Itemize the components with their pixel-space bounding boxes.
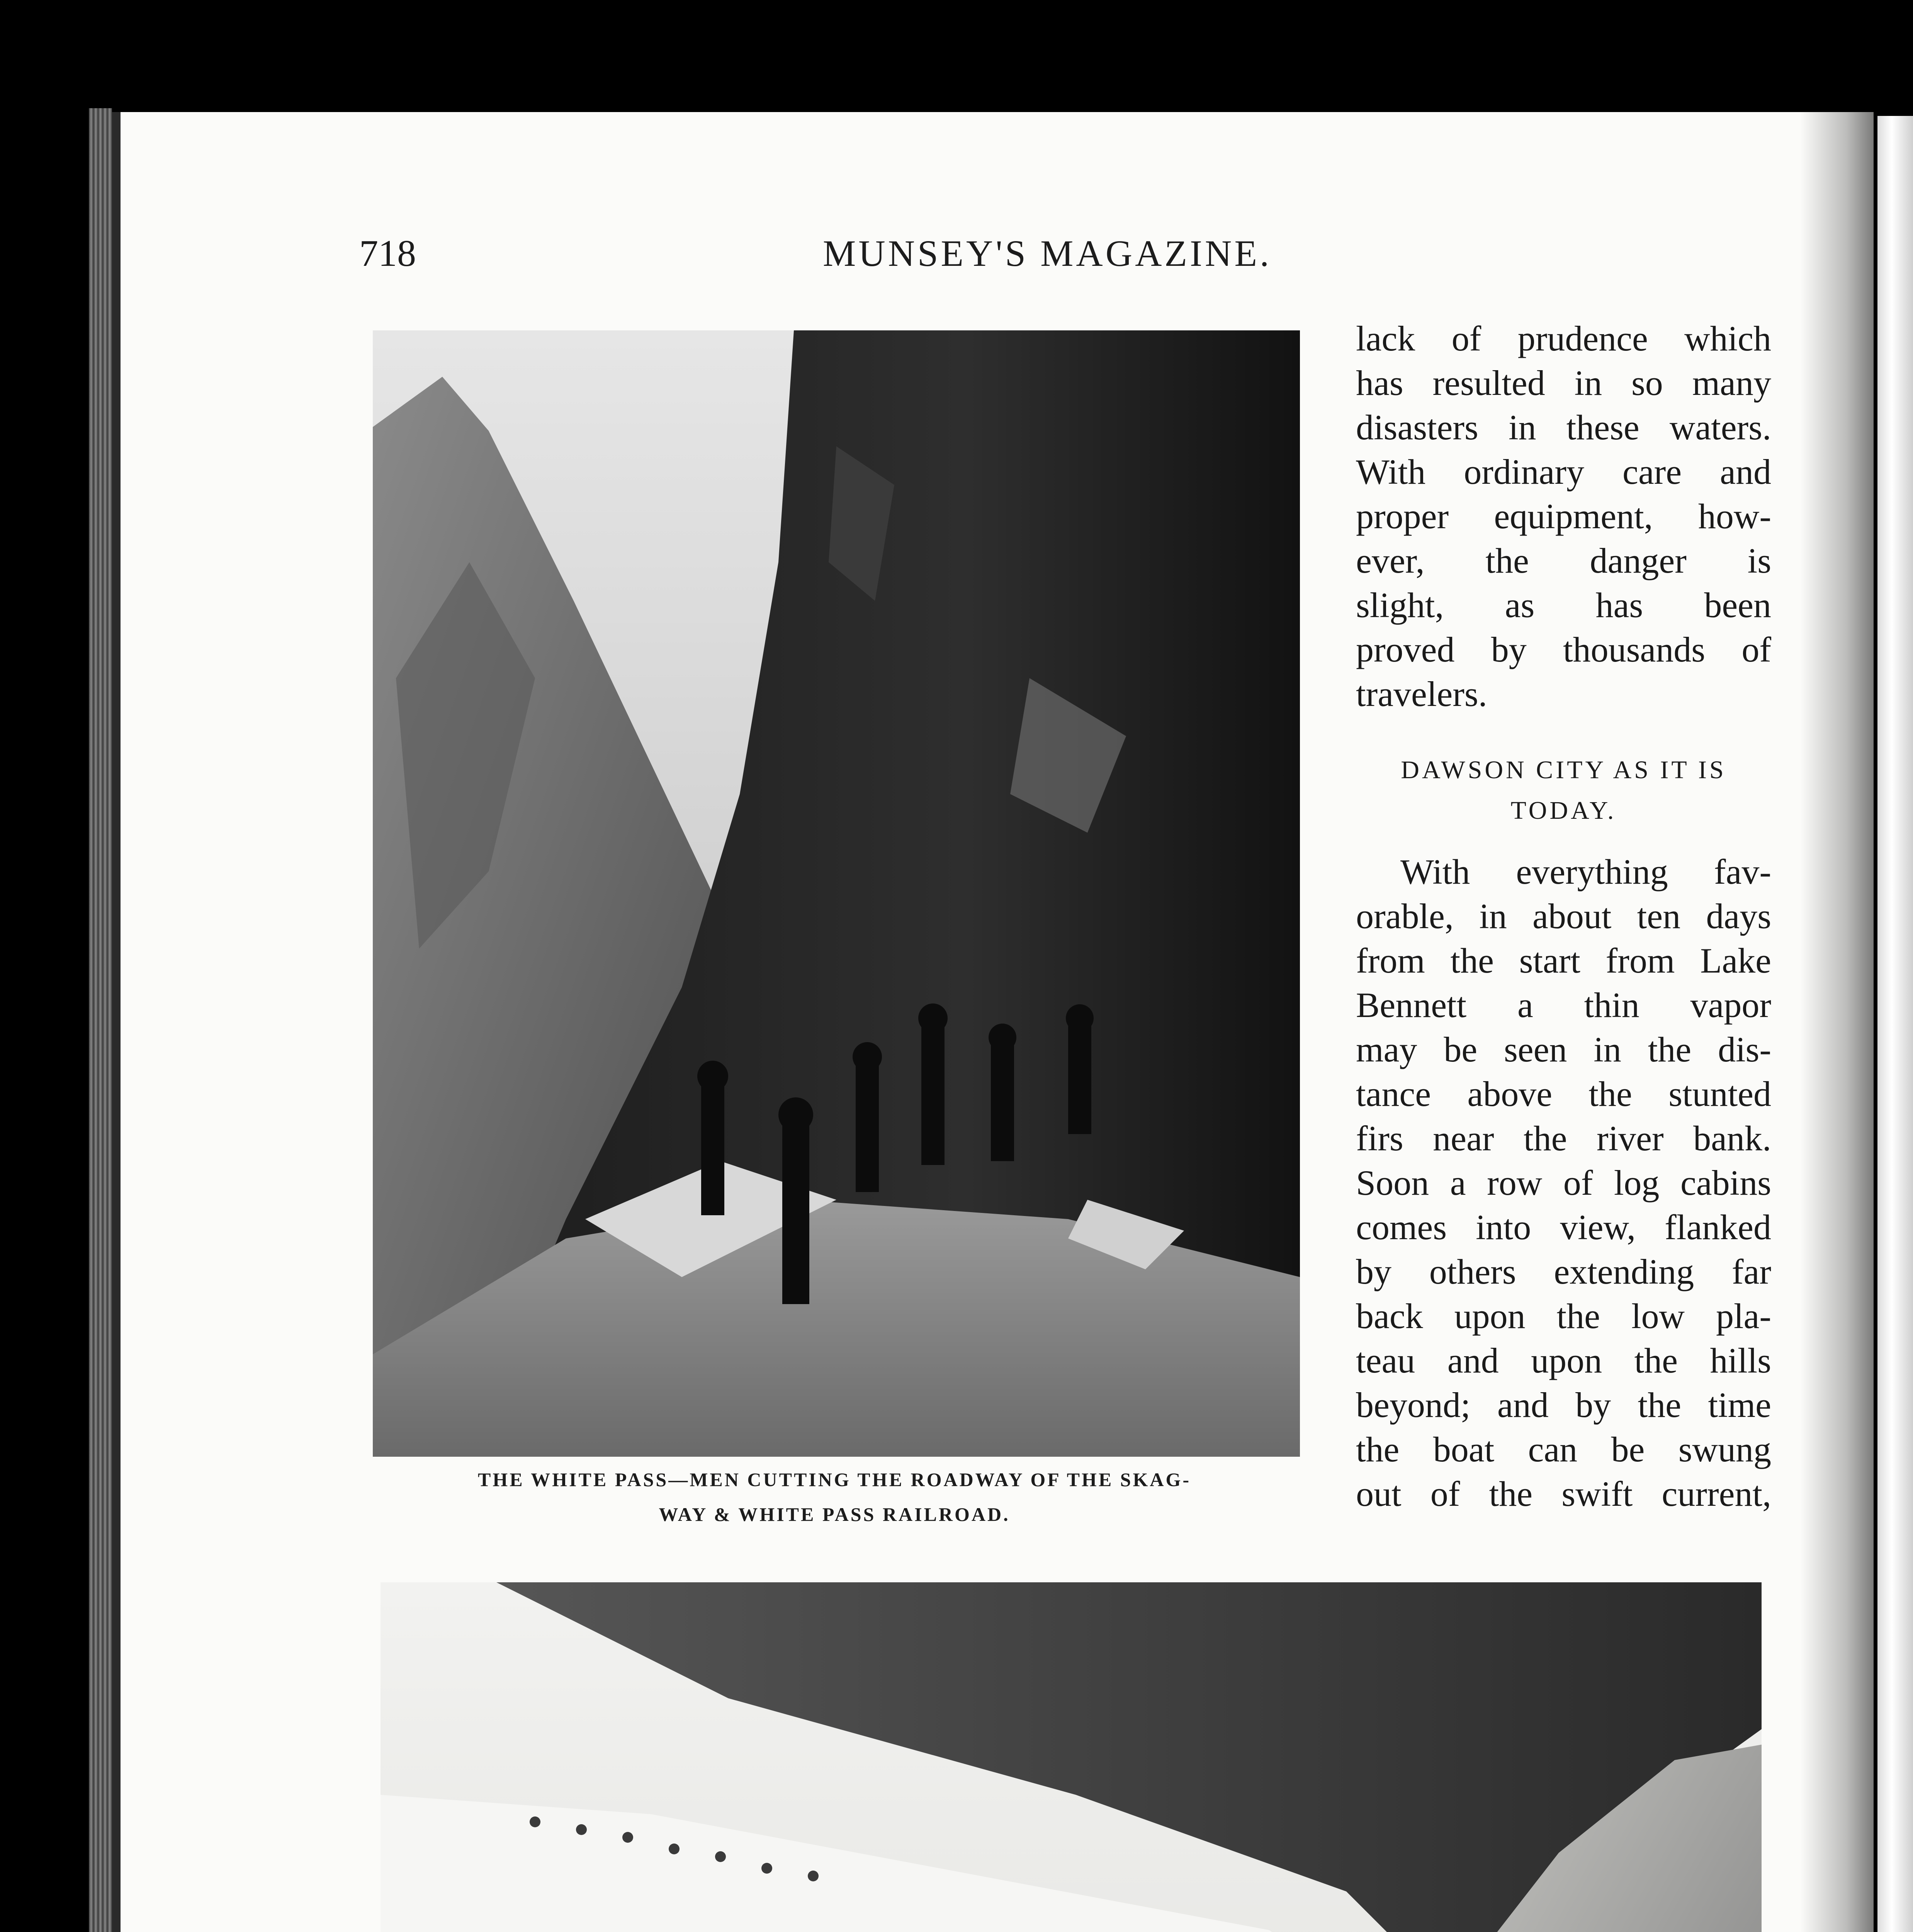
book-page-stack-edge [89,108,112,1932]
running-title: MUNSEY'S MAGAZINE. [823,233,1272,274]
text-line: disasters in these waters. [1356,408,1771,447]
figure-1-caption-line: THE WHITE PASS—MEN CUTTING THE ROADWAY OF THE SKAG- [477,1469,1191,1490]
text-line: proved by thousands of [1356,630,1771,669]
figure-1-caption-line: WAY & WHITE PASS RAILROAD. [659,1503,1010,1525]
text-line: comes into view, flanked [1356,1208,1771,1247]
text-line: has resulted in so many [1356,363,1771,403]
text-line: back upon the low pla- [1356,1296,1771,1336]
facing-page-edge [1877,116,1913,1932]
section-subheading: TODAY. [1510,796,1617,825]
text-line: proper equipment, how- [1356,497,1771,536]
text-line: firs near the river bank. [1356,1119,1771,1158]
text-line: travelers. [1356,674,1487,714]
photo-men-cutting-roadway [373,330,1300,1457]
text-line: With everything fav- [1400,852,1771,891]
text-line: the boat can be swung [1356,1430,1771,1469]
text-line: out of the swift current, [1356,1474,1771,1514]
text-line: Soon a row of log cabins [1356,1163,1771,1202]
text-line: tance above the stunted [1356,1074,1771,1114]
spine-shadow [1800,112,1877,1932]
text-line: beyond; and by the time [1356,1385,1771,1425]
text-line: teau and upon the hills [1356,1341,1771,1380]
text-line: ever, the danger is [1356,541,1771,580]
page-number: 718 [359,233,416,274]
section-subheading: DAWSON CITY AS IT IS [1401,756,1726,784]
text-line: With ordinary care and [1356,452,1771,492]
text-line: from the start from Lake [1356,941,1771,980]
text-line: orable, in about ten days [1356,896,1771,936]
photo-white-pass-summit [381,1582,1762,1932]
text-line: may be seen in the dis- [1356,1030,1771,1069]
text-line: Bennett a thin vapor [1356,985,1771,1025]
text-line: slight, as has been [1356,585,1771,625]
text-line: by others extending far [1356,1252,1771,1291]
text-line: lack of prudence which [1356,319,1771,358]
